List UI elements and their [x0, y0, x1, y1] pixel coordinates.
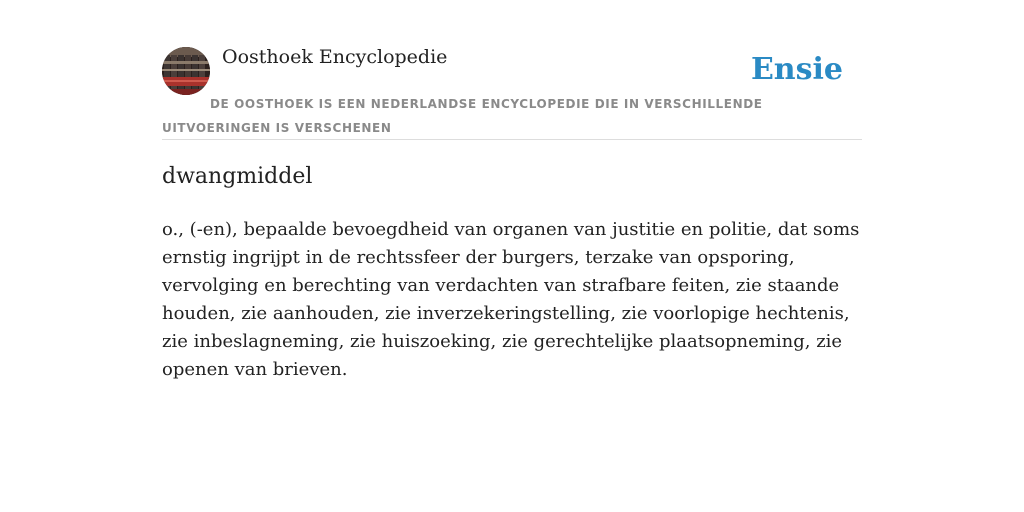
site-name[interactable]: Oosthoek Encyclopedie [222, 46, 448, 68]
avatar[interactable] [162, 47, 210, 95]
book-spines-icon [162, 47, 210, 95]
brand-logo-link[interactable]: Ensie [750, 52, 843, 87]
site-tagline: DE OOSTHOEK IS EEN NEDERLANDSE ENCYCLOPEDIE DIE IN VERSCHILLENDE UITVOERINGEN IS VERSCHENEN [162, 97, 763, 135]
site-header [162, 0, 862, 140]
entry-title: dwangmiddel [162, 164, 313, 189]
entry-definition: o., (-en), bepaalde bevoegdheid van organen van justitie en politie, dat soms ernstig ingrijpt in de rechtssfeer der burgers, terzake van opsporing, vervolging en berechting van verdachten van strafbare feiten, zie staande houden, zie aanhouden, zie inverzekeringstelling, zie voorlopige hechtenis, zie inbeslagneming, zie huiszoeking, zie gerechtelijke plaatsopneming, zie openen van brieven. [162, 219, 860, 380]
content-container [162, 0, 862, 380]
